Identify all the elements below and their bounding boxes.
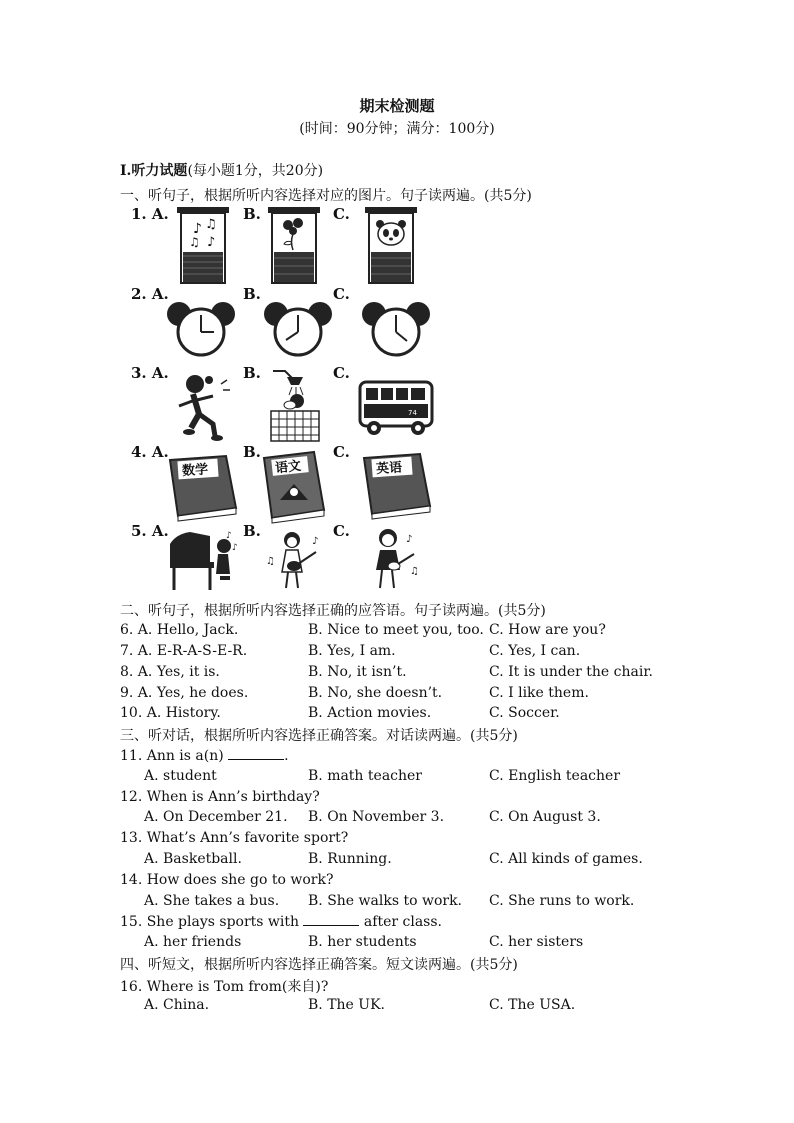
svg-text:♫: ♫ — [410, 566, 419, 577]
q11-text: 11. Ann is a(n) — [120, 748, 229, 764]
q1-label: 1. A. — [131, 205, 169, 223]
q14-option-a: A. She takes a bus. — [144, 893, 280, 909]
panda-door-icon — [363, 206, 419, 284]
clock-icon — [360, 298, 432, 358]
q16-option-b: B. The UK. — [308, 997, 385, 1013]
svg-text:74: 74 — [408, 409, 417, 417]
sec4-title: 四、听短文，根据所听内容选择正确答案。短文读两遍。(共5分) — [120, 957, 518, 973]
sec1-title: 一、听句子，根据所听内容选择对应的图片。句子读两遍。(共5分) — [120, 188, 532, 204]
q2-label: 2. A. — [131, 285, 169, 303]
q13-option-a: A. Basketball. — [144, 851, 242, 867]
q9-option-a: 9. A. Yes, he does. — [120, 685, 249, 701]
q15-blank — [303, 913, 359, 926]
shower-icon — [265, 367, 325, 443]
clock-icon — [262, 298, 334, 358]
q1-c-label: C. — [333, 205, 350, 223]
q13-option-c: C. All kinds of games. — [489, 851, 643, 867]
q7-option-c: C. Yes, I can. — [489, 643, 581, 659]
svg-text:♪: ♪ — [312, 536, 319, 547]
sec3-title: 三、听对话，根据所听内容选择正确答案。对话读两遍。(共5分) — [120, 728, 518, 744]
q3-label: 3. A. — [131, 364, 169, 382]
q11-question — [120, 747, 289, 764]
math-book-icon — [166, 452, 240, 522]
q3-b-label: B. — [243, 364, 261, 382]
violin-icon — [362, 524, 424, 594]
q5-c-label: C. — [333, 522, 350, 540]
q12-question: 12. When is Ann’s birthday? — [120, 789, 320, 805]
piano-icon — [166, 526, 240, 594]
q2-b-label: B. — [243, 285, 261, 303]
page-subtitle: (时间：90分钟；满分：100分) — [299, 121, 495, 137]
clock-icon — [165, 298, 237, 358]
q11-text-end: . — [284, 748, 289, 764]
q3-c-label: C. — [333, 364, 350, 382]
q6-option-c: C. How are you? — [489, 622, 606, 638]
part1-note: (每小题1分，共20分) — [187, 163, 324, 179]
q10-option-a: 10. A. History. — [120, 705, 221, 721]
svg-text:♪: ♪ — [406, 534, 413, 545]
q15-option-b: B. her students — [308, 934, 417, 950]
q16-option-c: C. The USA. — [489, 997, 576, 1013]
svg-text:♫: ♫ — [266, 556, 275, 567]
running-girl-icon — [165, 370, 237, 444]
music-door-icon — [175, 206, 231, 284]
q15-option-a: A. her friends — [144, 934, 242, 950]
flower-door-icon — [266, 206, 322, 284]
math-book-title: 数学 — [181, 462, 209, 480]
q11-option-b: B. math teacher — [308, 768, 422, 784]
bus-icon — [356, 376, 436, 438]
svg-text:♫: ♫ — [205, 217, 217, 232]
q7-option-a: 7. A. E-R-A-S-E-R. — [120, 643, 248, 659]
q15-question — [120, 913, 442, 930]
svg-text:♪: ♪ — [226, 531, 232, 541]
q10-option-b: B. Action movies. — [308, 705, 432, 721]
svg-text:♪: ♪ — [193, 221, 202, 237]
q14-question: 14. How does she go to work? — [120, 872, 334, 888]
q1-b-label: B. — [243, 205, 261, 223]
page-title: 期末检测题 — [359, 97, 435, 115]
q11-option-c: C. English teacher — [489, 768, 621, 784]
guitar-icon — [264, 528, 326, 594]
sec2-title: 二、听句子，根据所听内容选择正确的应答语。句子读两遍。(共5分) — [120, 603, 546, 619]
part1-title: Ⅰ.听力试题 — [120, 163, 188, 179]
q12-option-a: A. On December 21. — [144, 809, 288, 825]
svg-text:♪: ♪ — [207, 235, 216, 250]
q14-option-c: C. She runs to work. — [489, 893, 635, 909]
q8-option-c: C. It is under the chair. — [489, 664, 653, 680]
part1-heading — [120, 160, 323, 180]
q2-c-label: C. — [333, 285, 350, 303]
q4-c-label: C. — [333, 443, 350, 461]
q12-option-b: B. On November 3. — [308, 809, 445, 825]
q14-option-b: B. She walks to work. — [308, 893, 462, 909]
q4-label: 4. A. — [131, 443, 169, 461]
q7-option-b: B. Yes, I am. — [308, 643, 396, 659]
q6-option-b: B. Nice to meet you, too. — [308, 622, 484, 638]
q11-option-a: A. student — [144, 768, 217, 784]
q13-question: 13. What’s Ann’s favorite sport? — [120, 830, 349, 846]
q10-option-c: C. Soccer. — [489, 705, 560, 721]
q5-b-label: B. — [243, 522, 261, 540]
q9-option-c: C. I like them. — [489, 685, 589, 701]
q15-option-c: C. her sisters — [489, 934, 584, 950]
q9-option-b: B. No, she doesn’t. — [308, 685, 443, 701]
svg-text:♪: ♪ — [232, 543, 238, 553]
q16-question: 16. Where is Tom from(来自)? — [120, 979, 329, 995]
q15-text-end: after class. — [359, 914, 443, 930]
chinese-book-icon — [260, 450, 328, 524]
q12-option-c: C. On August 3. — [489, 809, 601, 825]
english-book-title: 英语 — [375, 460, 403, 478]
english-book-icon — [360, 450, 434, 520]
q5-label: 5. A. — [131, 522, 169, 540]
chinese-book-title: 语文 — [274, 458, 302, 477]
q8-option-b: B. No, it isn’t. — [308, 664, 407, 680]
q15-text: 15. She plays sports with — [120, 914, 304, 930]
q16-option-a: A. China. — [144, 997, 210, 1013]
svg-text:♫: ♫ — [189, 235, 200, 249]
q13-option-b: B. Running. — [308, 851, 392, 867]
q6-option-a: 6. A. Hello, Jack. — [120, 622, 239, 638]
q4-b-label: B. — [243, 443, 261, 461]
q8-option-a: 8. A. Yes, it is. — [120, 664, 220, 680]
q11-blank — [228, 747, 284, 760]
